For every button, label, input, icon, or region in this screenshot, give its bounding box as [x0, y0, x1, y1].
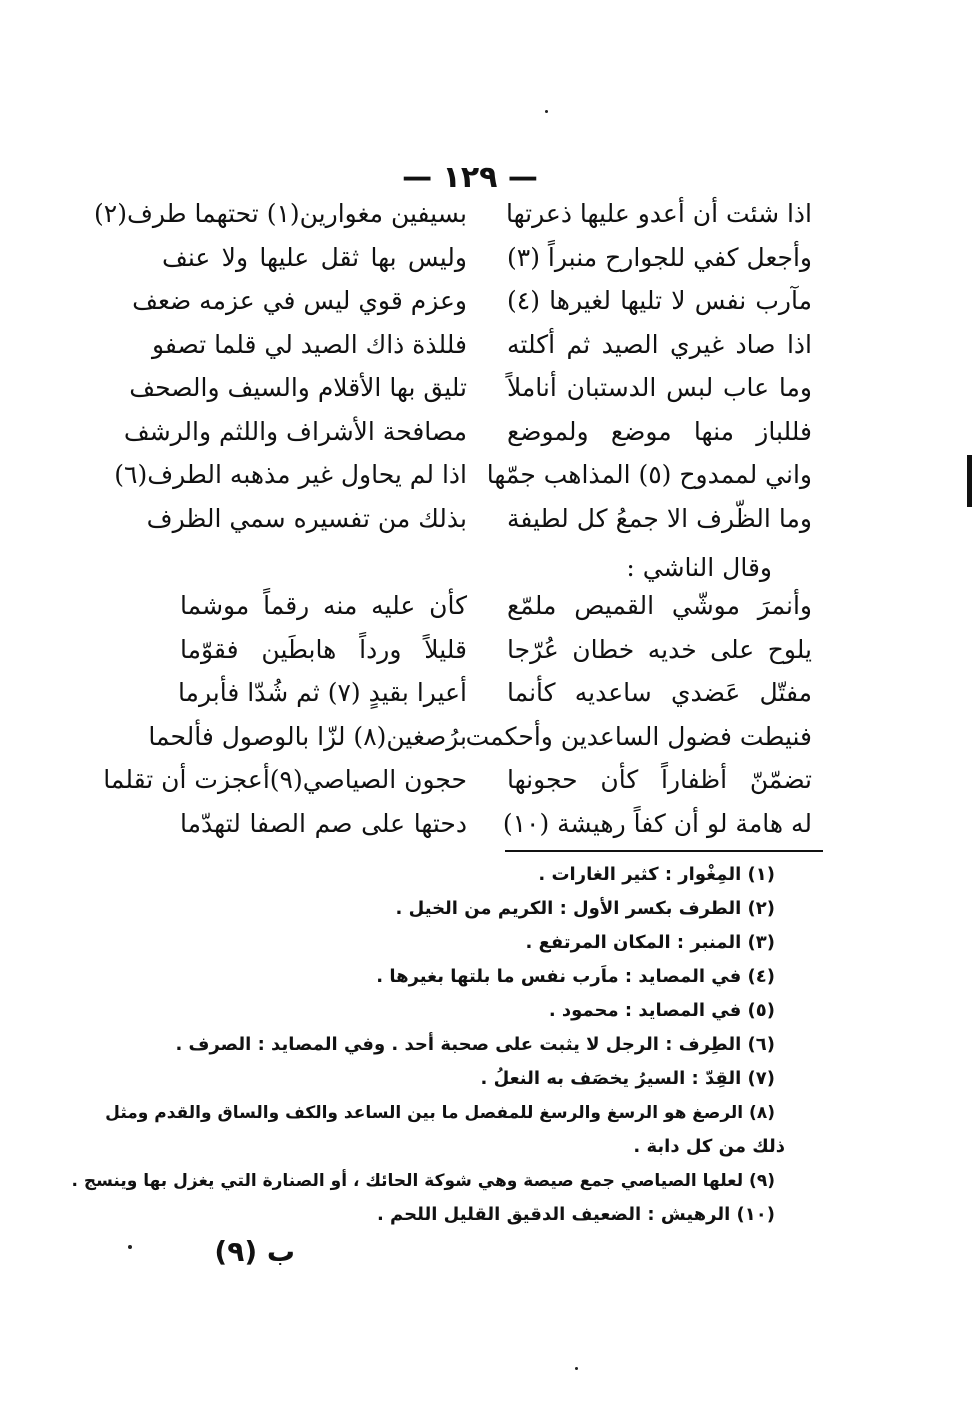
- footnote: (٨) الرصغ هو الرسغ والرسغ للمفصل ما بين الساعد والكف والساق والقدم ومثل: [105, 1103, 775, 1123]
- verse-line: برُصغين(٨) لزّا بالوصول فألحما: [148, 721, 467, 751]
- verse-line: فللباز منها موضع ولموضع: [507, 416, 812, 446]
- verse-line: وليس بها ثقل عليها ولا عنف: [162, 242, 467, 272]
- poem2-right-column: [465, 584, 812, 845]
- verse-line: تليق بها الأقلام والسيف والصحف: [129, 373, 467, 402]
- footnotes: [71, 858, 785, 1232]
- footnote: (١) المِغْوار : كثير الغارات .: [538, 864, 775, 885]
- poem2-left-column: [103, 584, 467, 845]
- verse-line: وما الظّرف الا جمعُ كل لطيفة: [507, 503, 812, 533]
- verse-line: اذا شئت أن أعدو عليها ذعرتها: [506, 199, 812, 228]
- verse-line: تضمّنّ أظفاراً كأن حجونها: [507, 765, 812, 794]
- verse-line: وأنمرَ موشّي القميص ملمّع: [507, 591, 812, 620]
- verse-line: مصافحة الأشراف واللثم والرشف: [123, 416, 467, 446]
- footnote-continuation: ذلك من كل دابة .: [633, 1136, 785, 1157]
- footnote: (٣) المنبر : المكان المرتفع .: [525, 932, 775, 953]
- signature-mark: ب (٩): [214, 1235, 295, 1268]
- footnote-divider: [505, 850, 823, 852]
- poem1-left-column: [94, 192, 467, 540]
- page-number: — ١٢٩ —: [402, 160, 538, 195]
- verse-line: وعزم قوي ليس في عزمه ضعف: [132, 286, 467, 315]
- verse-line: بسيفين مغوارين(١) تحتهما طرف(٢): [94, 199, 467, 228]
- footnote: (٢) الطرف بكسر الأول : الكريم من الخيل .: [395, 898, 775, 919]
- verse-line: دحتها على صم الصفا لتهدّما: [180, 808, 467, 838]
- verse-line: فللذة ذاك الصيد لي قلما تصفو: [151, 329, 467, 359]
- verse-line: قليلاً ورداً هابطَين فقوّما: [180, 634, 467, 664]
- verse-line: وما عاب لبس الدستبان أناملاً: [507, 373, 812, 402]
- verse-line: اذا لم يحاول غير مذهبه الطرف(٦): [114, 460, 467, 489]
- poem2-intro: [507, 546, 812, 589]
- scan-edge-mark: [967, 455, 972, 507]
- verse-line: واني لممدوح (٥) المذاهب جمّها: [486, 460, 812, 489]
- verse-line: بذلك من تفسيره سمي الظرف: [146, 503, 467, 533]
- footnote: (٦) الطِرف : الرجل لا يثبت على صحبة أحد . وفي المصايد : الصرف .: [175, 1034, 775, 1055]
- verse-line: وأجعل كفي للجوارح منبراً (٣): [507, 242, 812, 272]
- verse-line: له هامة لو أن كفاً رهيشة (١٠): [502, 808, 812, 838]
- intro-line: وقال الناشي :: [626, 553, 772, 582]
- scan-speck: [575, 1367, 578, 1370]
- verse-line: اذا صاد غيري الصيد ثم أكلته: [507, 329, 812, 359]
- footnote: (١٠) الرهيش : الضعيف الدقيق القليل اللحم .: [376, 1204, 775, 1225]
- verse-line: كأن عليه منه رقماً موشما: [180, 591, 467, 620]
- verse-line: مفتّل عَضدي ساعديه كأنما: [507, 678, 812, 707]
- footnote: (٩) لعلها الصياصي جمع صيصة وهي شوكة الحائك ، أو الصنارة التي يغزل بها وينسج .: [71, 1171, 775, 1191]
- footnote: (٤) في المصايد : ماَرب نفس ما بلتها بغيرها .: [376, 966, 775, 987]
- footnote: (٧) القِدّ : السيرُ يخصَف به النعلُ .: [480, 1068, 775, 1089]
- verse-line: حجون الصياصي(٩)أعجزت أن تقلما: [103, 765, 467, 794]
- scan-speck: [545, 110, 548, 113]
- verse-line: مآرب نفس لا تليها لغيرها (٤): [507, 286, 812, 315]
- poem1-right-column: [486, 192, 812, 540]
- footnote: (٥) في المصايد : محمود .: [548, 1000, 775, 1021]
- verse-line: أعيرا بقيدٍ (٧) ثم شُدّا فأبرما: [177, 678, 467, 707]
- scan-speck: [128, 1245, 132, 1249]
- verse-line: فنيطت فضول الساعدين وأحكمت: [465, 721, 812, 751]
- verse-line: يلوح على خديه خطان عُرّجا: [507, 634, 812, 664]
